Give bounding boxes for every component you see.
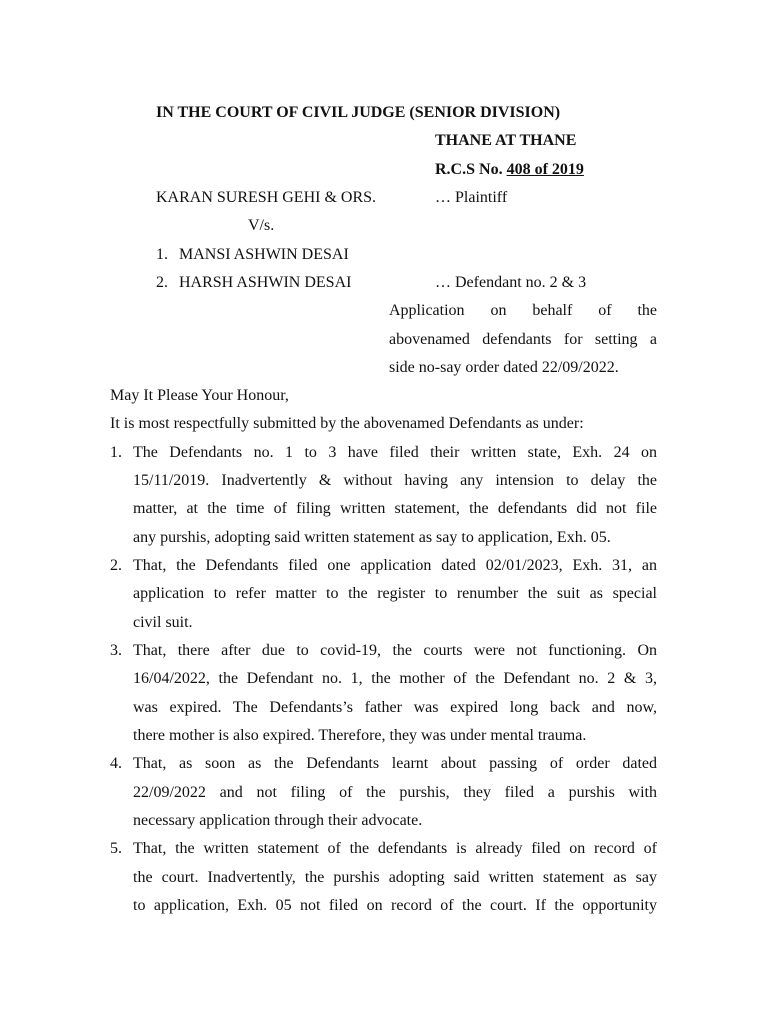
paragraph-number: 2.	[110, 557, 122, 574]
application-title-line: abovenamed defendants for setting a	[389, 331, 657, 348]
application-title-line: Application on behalf of the	[389, 302, 657, 319]
paragraph-line: 15/11/2019. Inadvertently & without having any intension to delay the	[133, 472, 657, 489]
paragraph-line: necessary application through their advocate.	[133, 812, 423, 829]
paragraph-line: the court. Inadvertently, the purshis adopting said written statement as say	[133, 869, 657, 886]
application-title-line: side no-say order dated 22/09/2022.	[389, 359, 619, 376]
paragraph-number: 5.	[110, 840, 122, 857]
paragraph-line: 16/04/2022, the Defendant no. 1, the mother of the Defendant no. 2 & 3,	[133, 670, 657, 687]
paragraph-line: to application, Exh. 05 not filed on record of the court. If the opportunity	[133, 897, 657, 914]
defendant-name: HARSH ASHWIN DESAI	[179, 274, 352, 291]
paragraph-line: application to refer matter to the register to renumber the suit as special	[133, 585, 657, 602]
paragraph-line: The Defendants no. 1 to 3 have filed their written state, Exh. 24 on	[133, 444, 657, 461]
paragraph-number: 1.	[110, 444, 122, 461]
court-heading: IN THE COURT OF CIVIL JUDGE (SENIOR DIVISION)	[156, 104, 561, 121]
versus-label: V/s.	[248, 217, 275, 234]
case-number: 408 of 2019	[506, 161, 584, 178]
plaintiff-name: KARAN SURESH GEHI & ORS.	[156, 189, 377, 206]
defendant-role: … Defendant no. 2 & 3	[435, 274, 587, 291]
paragraph-line: That, the Defendants filed one application dated 02/01/2023, Exh. 31, an	[133, 557, 657, 574]
defendant-number: 1.	[156, 246, 168, 263]
salutation: May It Please Your Honour,	[110, 387, 289, 404]
paragraph-line: any purshis, adopting said written statement as say to application, Exh. 05.	[133, 529, 611, 546]
paragraph-line: That, as soon as the Defendants learnt about passing of order dated	[133, 755, 657, 772]
paragraph-line: That, the written statement of the defendants is already filed on record of	[133, 840, 657, 857]
plaintiff-role: … Plaintiff	[435, 189, 508, 206]
paragraph-line: That, there after due to covid-19, the courts were not functioning. On	[133, 642, 657, 659]
intro-text: It is most respectfully submitted by the abovenamed Defendants as under:	[110, 415, 584, 432]
paragraph-line: was expired. The Defendants’s father was expired long back and now,	[133, 699, 657, 716]
defendant-name: MANSI ASHWIN DESAI	[179, 246, 349, 263]
defendant-number: 2.	[156, 274, 168, 291]
paragraph-line: 22/09/2022 and not filing of the purshis, they filed a purshis with	[133, 784, 657, 801]
paragraph-line: there mother is also expired. Therefore, they was under mental trauma.	[133, 727, 587, 744]
case-prefix: R.C.S No.	[435, 161, 503, 178]
paragraph-line: matter, at the time of filing written statement, the defendants did not file	[133, 500, 657, 517]
court-location: THANE AT THANE	[435, 132, 577, 149]
paragraph-number: 4.	[110, 755, 122, 772]
paragraph-number: 3.	[110, 642, 122, 659]
case-number-line	[435, 160, 584, 180]
paragraph-line: civil suit.	[133, 614, 193, 631]
